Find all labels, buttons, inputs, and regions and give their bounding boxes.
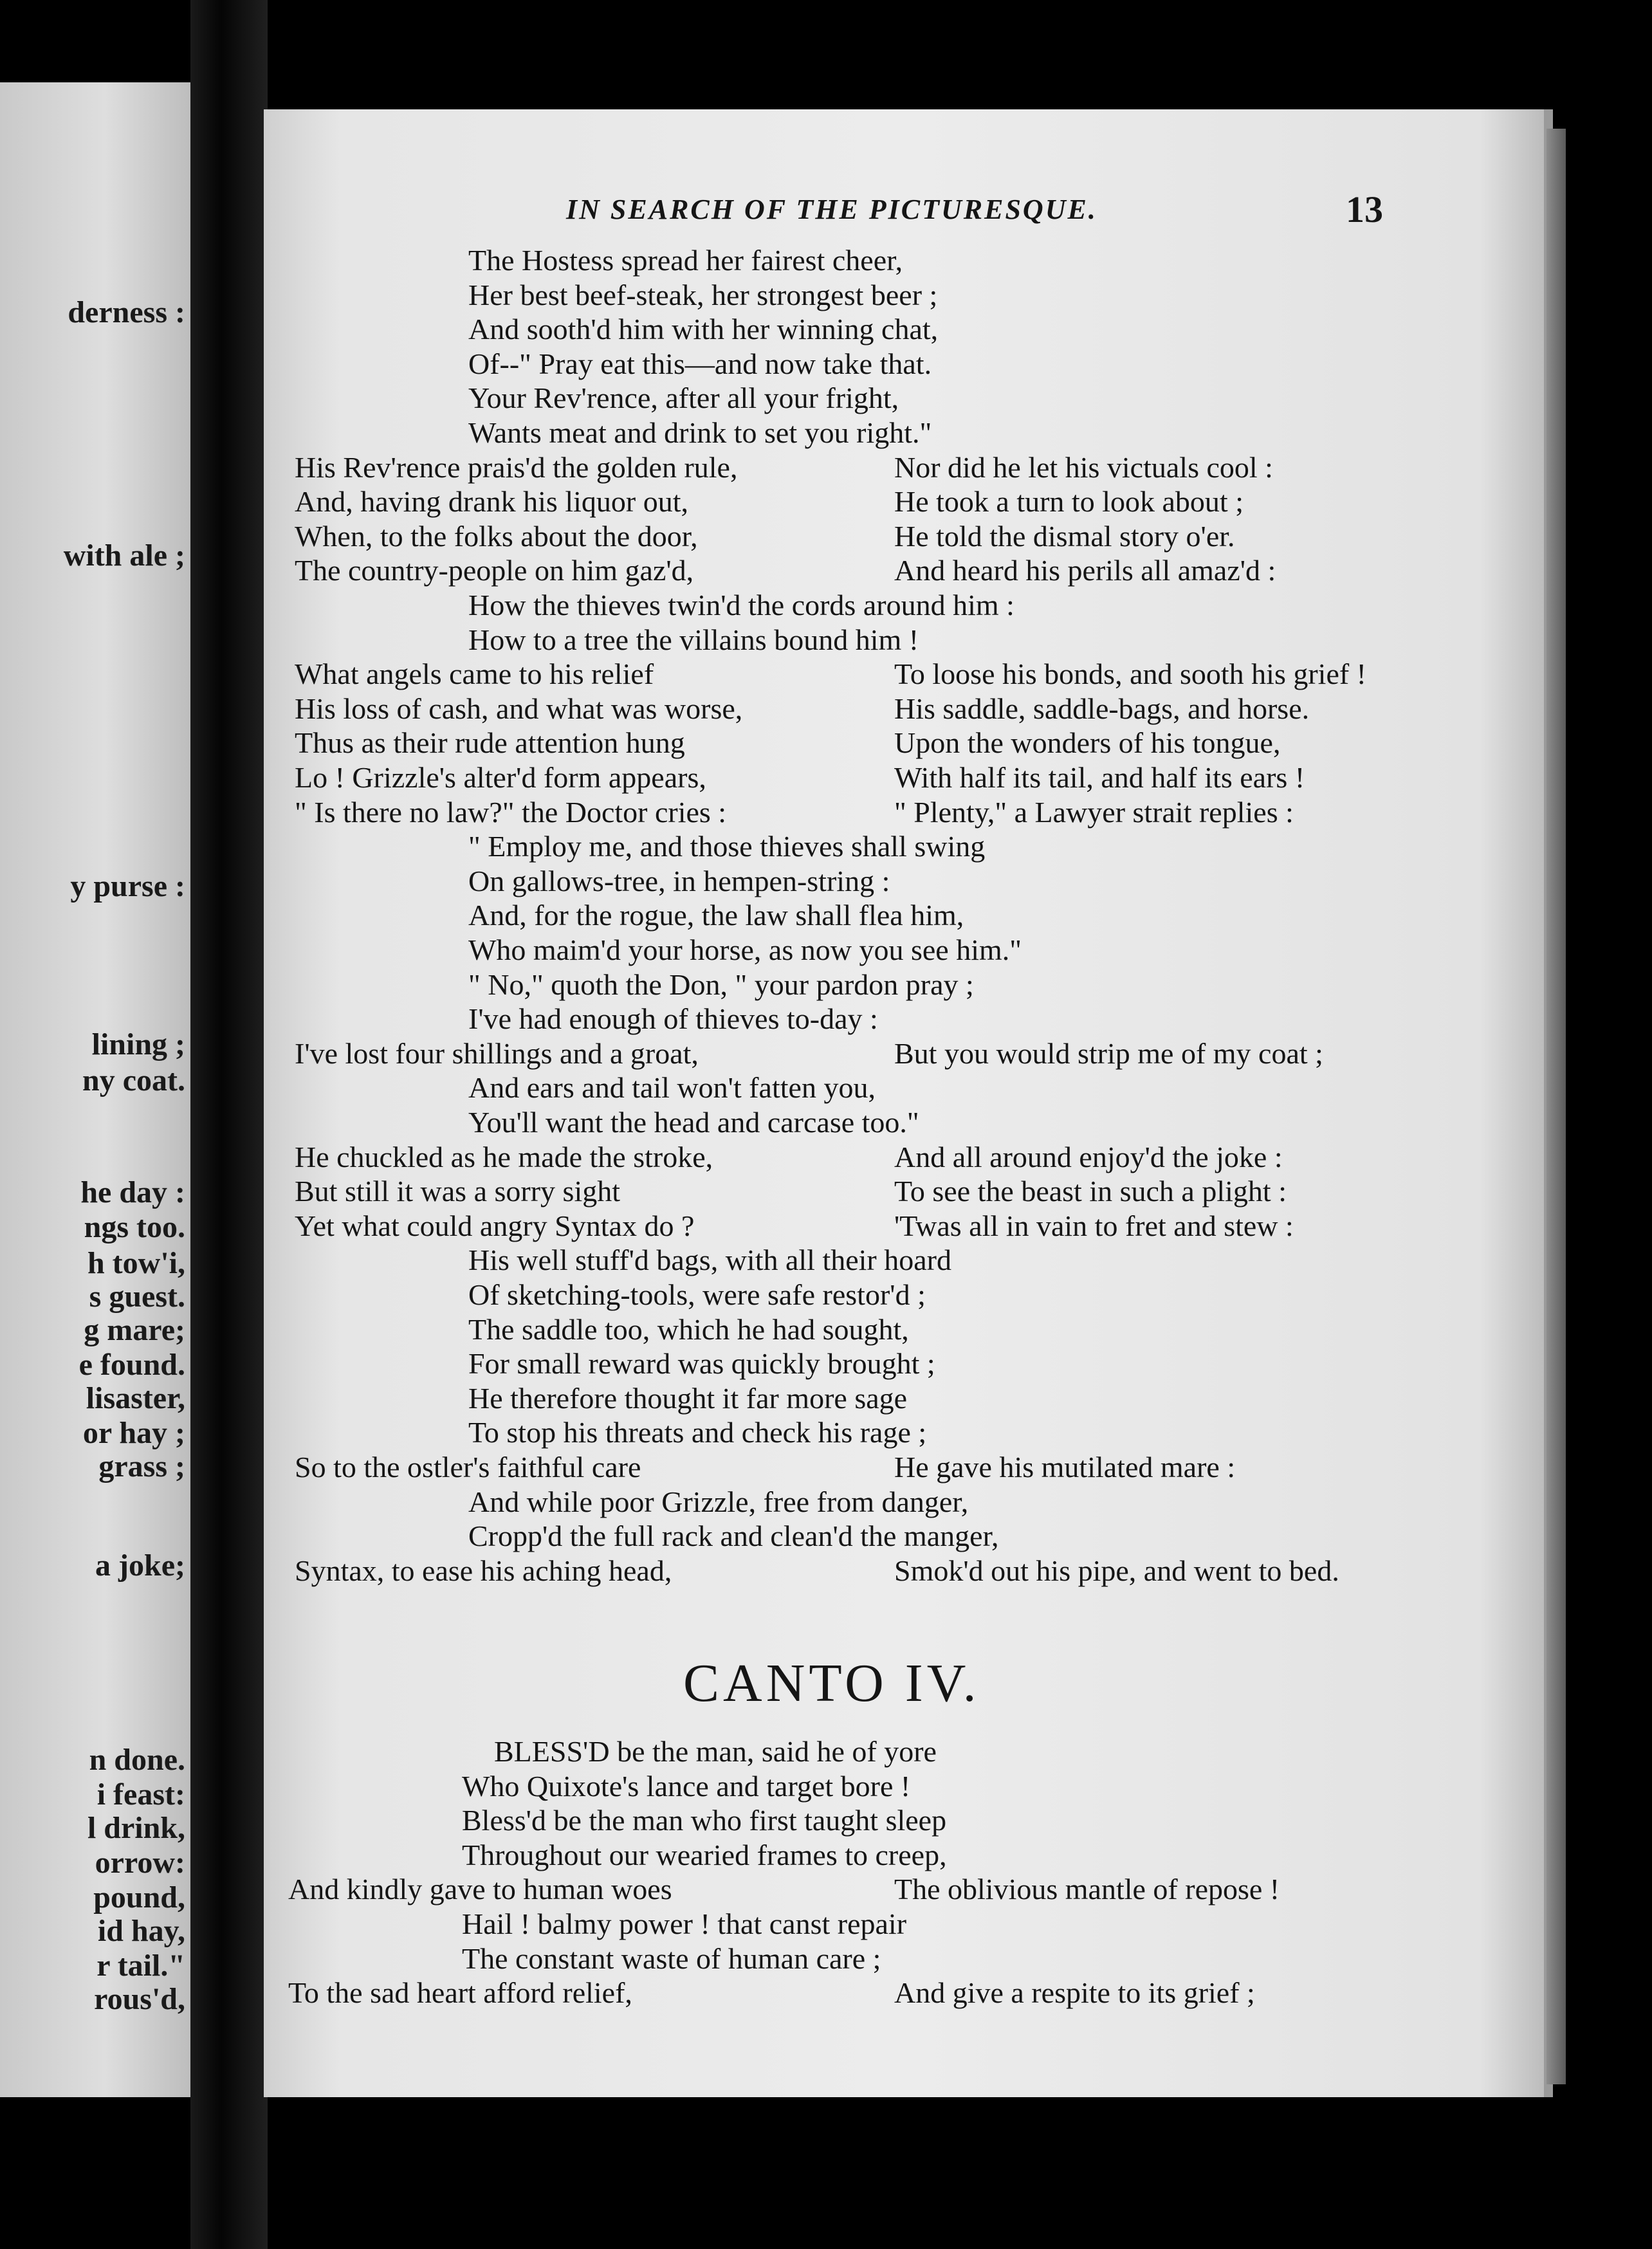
left-text-fragment: with ale ;	[63, 538, 185, 573]
facing-page-fragment	[0, 82, 190, 2097]
left-text-fragment: he day :	[80, 1175, 185, 1209]
page-number: 13	[1346, 188, 1383, 230]
left-text-fragment: n done.	[89, 1743, 185, 1777]
page-edge-shadow	[1546, 129, 1566, 2084]
book-gutter	[190, 0, 268, 2249]
left-text-fragment: derness :	[68, 295, 185, 329]
left-text-fragment: r tail."	[96, 1949, 185, 1983]
left-text-fragment: h tow'i,	[87, 1246, 185, 1280]
left-text-fragment: lisaster,	[86, 1381, 185, 1415]
running-head: IN SEARCH OF THE PICTURESQUE.	[566, 194, 1097, 225]
left-text-fragment: or hay ;	[82, 1416, 185, 1450]
left-text-fragment: grass ;	[98, 1449, 185, 1483]
left-text-fragment: ny coat.	[82, 1063, 185, 1097]
left-text-fragment: lining ;	[91, 1027, 185, 1061]
left-text-fragment: a joke;	[95, 1548, 185, 1583]
left-text-fragment: g mare;	[84, 1313, 185, 1347]
left-text-fragment: rous'd,	[94, 1982, 185, 2016]
left-text-fragment: y purse :	[70, 869, 185, 903]
left-text-fragment: ngs too.	[84, 1210, 185, 1244]
left-text-fragment: i feast:	[96, 1777, 185, 1812]
canto-heading: CANTO IV.	[683, 1653, 980, 1713]
left-text-fragment: id hay,	[97, 1914, 185, 1948]
left-text-fragment: l drink,	[87, 1811, 185, 1845]
left-text-fragment: orrow:	[95, 1846, 185, 1880]
left-text-fragment: e found.	[78, 1348, 185, 1382]
opening-word: BLESS'D	[494, 1735, 610, 1768]
left-text-fragment: pound,	[93, 1880, 185, 1914]
left-text-fragment: s guest.	[89, 1280, 185, 1314]
